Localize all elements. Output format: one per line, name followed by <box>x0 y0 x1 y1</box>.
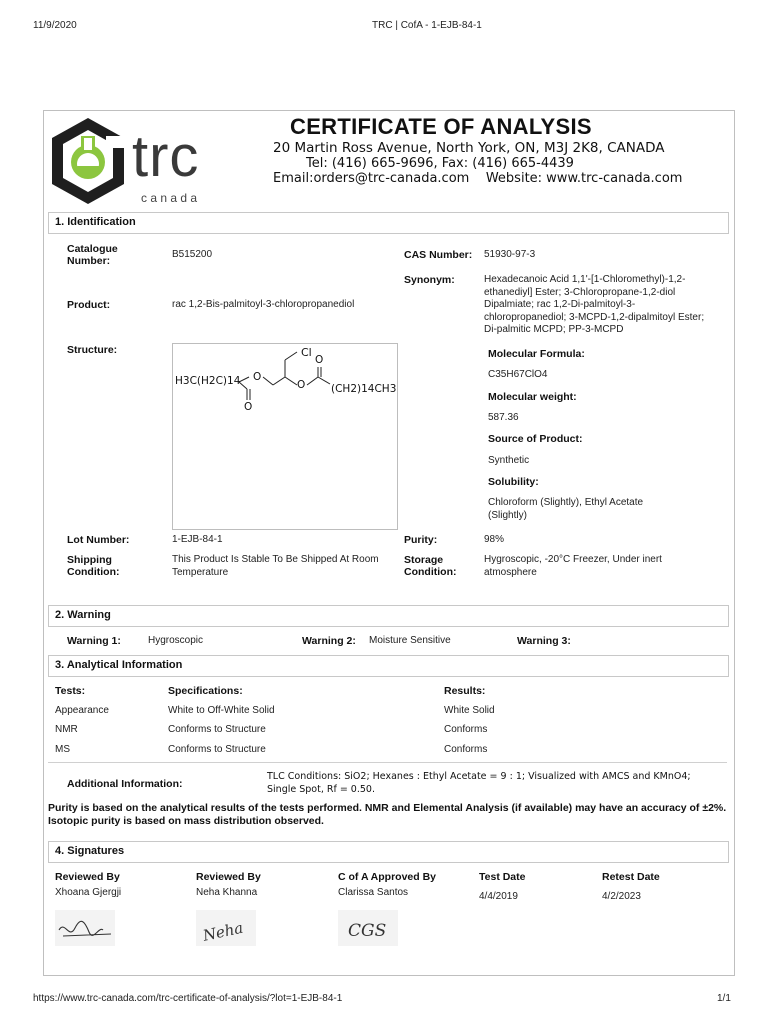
svg-text:Neha: Neha <box>201 918 245 945</box>
print-url[interactable]: https://www.trc-canada.com/trc-certificate-of-analysis/?lot=1-EJB-84-1 <box>33 993 343 1004</box>
catalogue-label: Catalogue Number: <box>67 243 118 267</box>
print-page-title: TRC | CofA - 1-EJB-84-1 <box>372 20 482 31</box>
table-cell-test: NMR <box>55 724 78 735</box>
test-date-label: Test Date <box>479 871 526 883</box>
purity-label: Purity: <box>404 534 438 546</box>
specifications-header: Specifications: <box>168 685 243 697</box>
signature-1 <box>55 910 115 946</box>
structure-right-group: (CH2)14CH3 <box>331 383 397 395</box>
mol-weight-value: 587.36 <box>488 412 519 423</box>
handwritten-signature-icon <box>55 910 115 946</box>
structure-o-carbonyl-2: O <box>315 354 324 366</box>
reviewed-by-1-label: Reviewed By <box>55 871 120 883</box>
cas-label: CAS Number: <box>404 249 473 261</box>
product-label: Product: <box>67 299 111 311</box>
results-header: Results: <box>444 685 486 697</box>
trc-logo <box>48 116 128 206</box>
trc-logo-icon <box>48 116 128 206</box>
svg-text:CGS: CGS <box>348 921 387 941</box>
document-title: CERTIFICATE OF ANALYSIS <box>290 114 592 139</box>
mol-weight-label: Molecular weight: <box>488 391 577 403</box>
solubility-label: Solubility: <box>488 476 539 488</box>
divider <box>48 762 727 763</box>
purity-value: 98% <box>484 534 505 545</box>
reviewed-by-2-name: Neha Khanna <box>196 887 258 898</box>
section-identification-header <box>48 212 729 234</box>
lot-label: Lot Number: <box>67 534 130 546</box>
table-cell-result: White Solid <box>444 705 495 716</box>
print-date: 11/9/2020 <box>33 20 77 31</box>
table-cell-result: Conforms <box>444 744 488 755</box>
lot-value: 1-EJB-84-1 <box>172 534 223 545</box>
shipping-label: Shipping Condition: <box>67 554 120 578</box>
shipping-value: This Product Is Stable To Be Shipped At Room Temperature <box>172 554 379 578</box>
tests-header: Tests: <box>55 685 86 697</box>
section-title: 1. Identification <box>55 216 136 228</box>
solubility-value: Chloroform (Slightly), Ethyl Acetate (Slightly) <box>488 497 644 521</box>
section-signatures-header <box>48 841 729 863</box>
section-title: 4. Signatures <box>55 845 125 857</box>
synonym-label: Synonym: <box>404 274 455 286</box>
structure-left-group: H3C(H2C)14 <box>175 375 241 387</box>
print-page-count: 1/1 <box>717 993 731 1004</box>
retest-date-value: 4/2/2023 <box>602 891 641 902</box>
company-email-website[interactable]: Email:orders@trc-canada.com Website: www.trc-canada.com <box>273 171 683 186</box>
structure-o-carbonyl-1: O <box>244 401 253 413</box>
approved-by-label: C of A Approved By <box>338 871 437 883</box>
structure-o-ether-2: O <box>297 379 306 391</box>
source-label: Source of Product: <box>488 433 583 445</box>
product-value: rac 1,2-Bis-palmitoyl-3-chloropropanediol <box>172 299 355 310</box>
handwritten-signature-icon <box>338 910 398 946</box>
section-title: 3. Analytical Information <box>55 659 183 671</box>
warning-2-label: Warning 2: <box>302 635 356 647</box>
approved-by-name: Clarissa Santos <box>338 887 409 898</box>
logo-subtext: c a n a d a <box>141 191 198 205</box>
logo-wordmark: trc <box>132 124 200 189</box>
warning-2-value: Moisture Sensitive <box>369 635 451 646</box>
test-date-value: 4/4/2019 <box>479 891 518 902</box>
warning-3-label: Warning 3: <box>517 635 571 647</box>
additional-info-value: TLC Conditions: SiO2; Hexanes : Ethyl Acetate = 9 : 1; Visualized with AMCS and KMnO4; Single Spot, Rf = 0.50. <box>267 771 691 795</box>
table-cell-test: Appearance <box>55 705 109 716</box>
section-title: 2. Warning <box>55 609 111 621</box>
storage-value: Hygroscopic, -20°C Freezer, Under inert atmosphere <box>484 554 662 578</box>
additional-info-label: Additional Information: <box>67 778 183 790</box>
purity-note: Purity is based on the analytical results of the tests performed. NMR and Elemental Analysis (if available) may have an accuracy of ±2%. Isotopic purity is based on mass distribution observed. <box>48 802 727 827</box>
storage-label: Storage Condition: <box>404 554 457 578</box>
table-cell-test: MS <box>55 744 70 755</box>
reviewed-by-1-name: Xhoana Gjergji <box>55 887 122 898</box>
signature-2 <box>196 910 256 946</box>
retest-date-label: Retest Date <box>602 871 660 883</box>
table-cell-result: Conforms <box>444 724 488 735</box>
catalogue-value: B515200 <box>172 249 213 260</box>
structure-image <box>172 343 398 530</box>
reviewed-by-2-label: Reviewed By <box>196 871 261 883</box>
section-analytical-header <box>48 655 729 677</box>
table-cell-spec: Conforms to Structure <box>168 724 266 735</box>
structure-cl: Cl <box>301 346 312 359</box>
molecule-structure-icon <box>173 344 397 529</box>
company-phone-fax: Tel: (416) 665-9696, Fax: (416) 665-4439 <box>306 156 574 171</box>
warning-1-value: Hygroscopic <box>148 635 204 646</box>
cas-value: 51930-97-3 <box>484 249 536 260</box>
mol-formula-label: Molecular Formula: <box>488 348 585 360</box>
synonym-value: Hexadecanoic Acid 1,1'-[1-Chloromethyl)-1,2-ethanediyl] Ester; 3-Chloropropane-1,2-diol Dipalmiate; rac 1,2-Di-palmitoyl-3-chloropropanediol; 3-MCPD-1,2-dipalmitoyl Ester; Di-palmitic MCPD; PP-3-MCPD <box>484 274 705 335</box>
section-warning-header <box>48 605 729 627</box>
mol-formula-value: C35H67ClO4 <box>488 369 548 380</box>
handwritten-signature-icon <box>196 910 256 946</box>
table-cell-spec: White to Off-White Solid <box>168 705 275 716</box>
signature-3 <box>338 910 398 946</box>
structure-o-ether-1: O <box>253 371 262 383</box>
structure-label: Structure: <box>67 344 118 356</box>
source-value: Synthetic <box>488 455 530 466</box>
warning-1-label: Warning 1: <box>67 635 121 647</box>
company-address: 20 Martin Ross Avenue, North York, ON, M3J 2K8, CANADA <box>273 140 665 156</box>
table-cell-spec: Conforms to Structure <box>168 744 266 755</box>
